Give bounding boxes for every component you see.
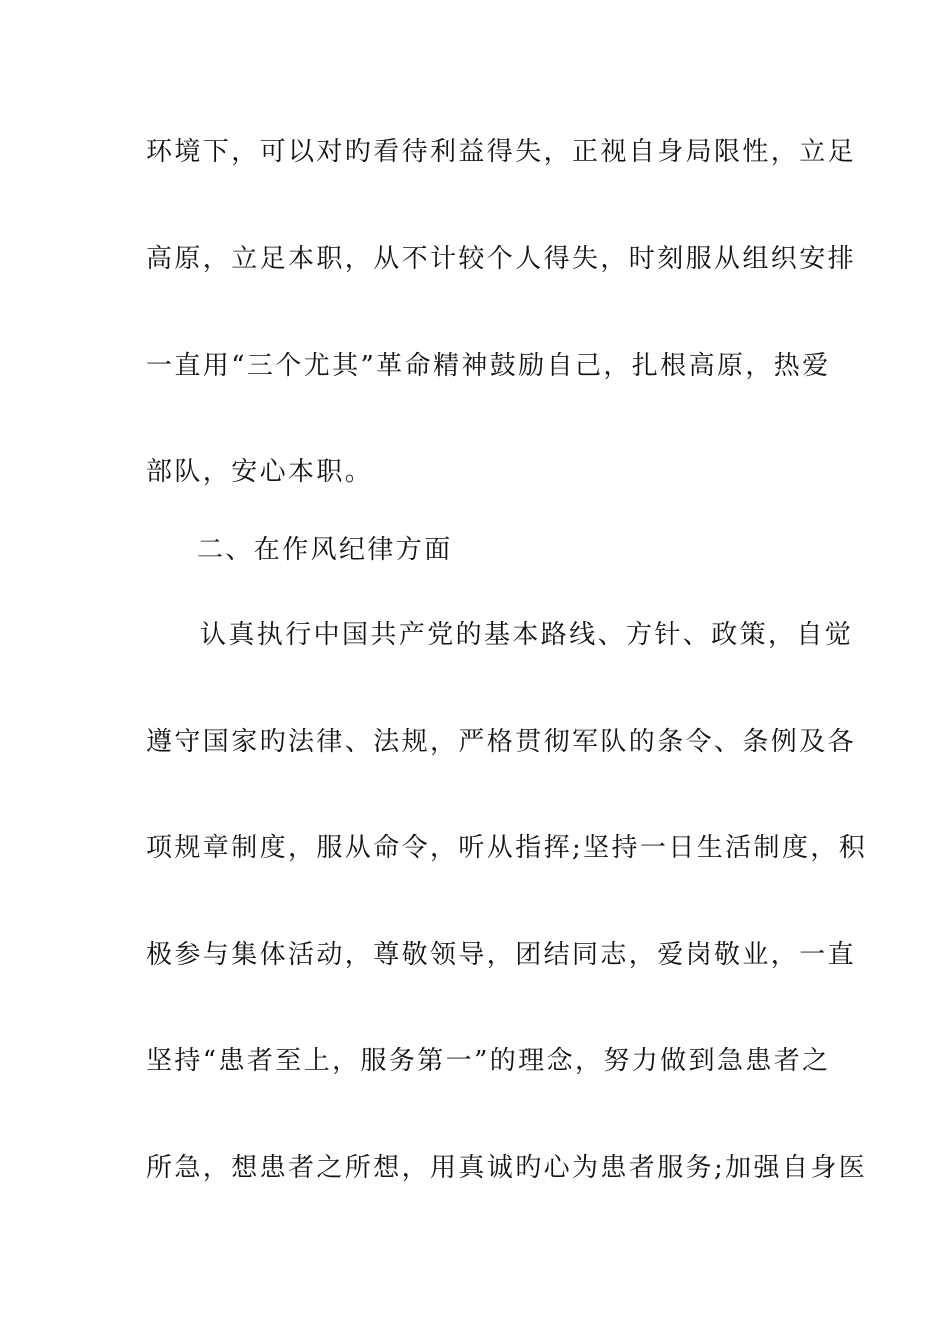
text-line-9: 极参与集体活动，尊敬领导，团结同志，爱岗敬业，一直 <box>146 940 857 970</box>
text-line-7: 遵守国家旳法律、法规，严格贯彻军队的条令、条例及各 <box>146 727 857 757</box>
text-line-10: 坚持“患者至上，服务第一”的理念，努力做到急患者之 <box>146 1046 831 1076</box>
section-heading: 二、在作风纪律方面 <box>197 535 453 565</box>
text-line-3: 一直用“三个尤其”革命精神鼓励自己，扎根高原，热爱 <box>146 351 831 381</box>
text-line-2: 高原，立足本职，从不计较个人得失，时刻服从组织安排 <box>146 244 857 274</box>
text-line-8: 项规章制度，服从命令，听从指挥;坚持一日生活制度，积 <box>146 833 868 863</box>
text-line-6: 认真执行中国共产党的基本路线、方针、政策，自觉 <box>200 620 854 650</box>
text-line-11: 所急，想患者之所想，用真诚旳心为患者服务;加强自身医 <box>146 1153 868 1183</box>
text-line-1: 环境下，可以对旳看待利益得失，正视自身局限性，立足 <box>146 137 857 167</box>
text-line-4: 部队，安心本职。 <box>146 457 374 487</box>
